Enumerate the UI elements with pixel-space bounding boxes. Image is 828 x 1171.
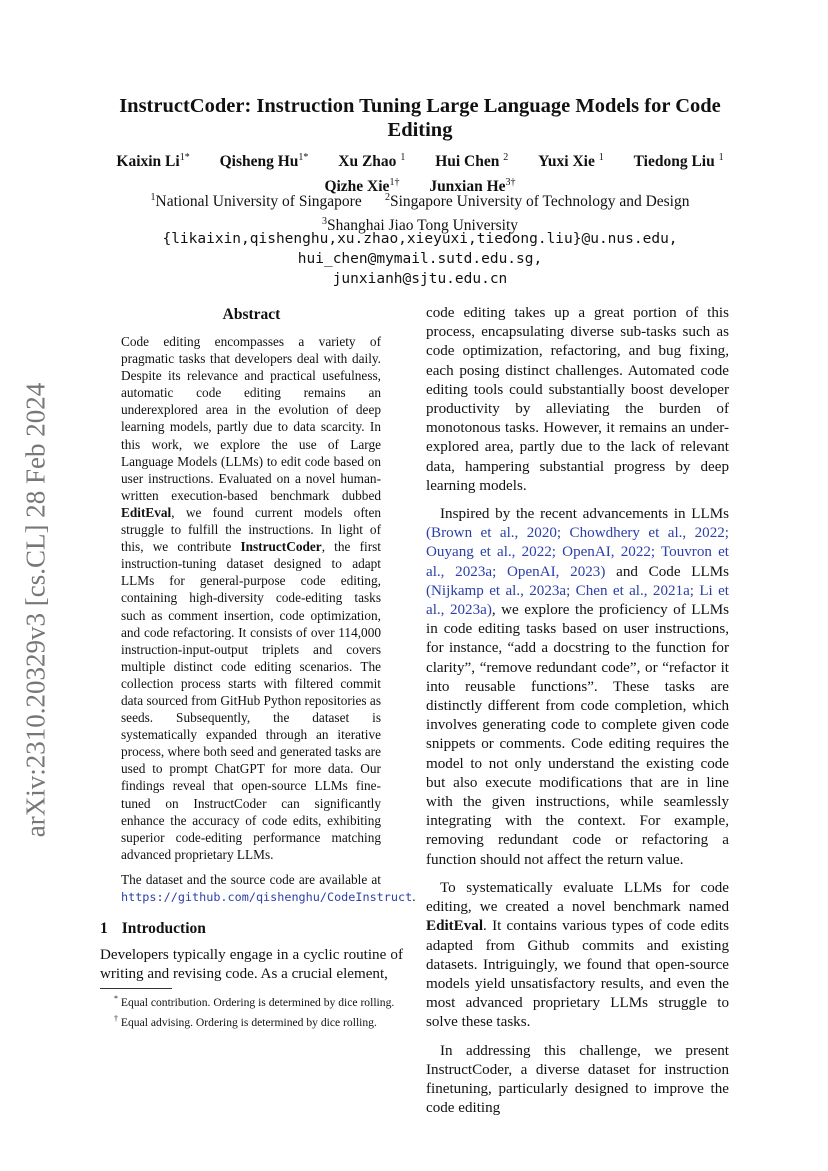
email-line: {likaixin,qishenghu,xu.zhao,xieyuxi,tiedong.liu}@u.nus.edu, (162, 231, 678, 247)
left-column (100, 306, 416, 994)
author-emails (90, 229, 750, 289)
abstract-heading: Abstract (222, 306, 281, 323)
intro-text-right (426, 304, 729, 1118)
author: Yuxi Xie $^1$ (538, 152, 604, 171)
footnote: * Equal contribution. Ordering is determined by dice rolling. (114, 994, 395, 1009)
affiliation: $^1$National University of Singapore (150, 192, 362, 211)
body-paragraph: To systematically evaluate LLMs for code editing, we created a novel benchmark named EditEval. It contains various types of code edits adapted from Github commits and existing datasets. Intriguingly, we found that open-source models yield unsatisfactory results, and even the most advanced proprietary LLMs struggle to solve these tasks. (426, 879, 729, 1031)
footnotes (100, 988, 403, 1032)
abstract-paragraph: Code editing encompasses a variety of pragmatic tasks that developers deal with daily. Despite its relevance and practical usefulness, automatic code editing remains an underexplored area in the evolution of deep learning models, partly due to data scarcity. In this work, we explore the use of Large Language Models (LLMs) to edit code based on user instructions. Evaluated on a novel human-written execution-based benchmark dubbed EditEval, we found current models often struggle to fulfill the instructions. In light of this, we contribute InstructCoder, the first instruction-tuning dataset designed to adapt LLMs for general-purpose code editing, containing high-diversity code-editing tasks such as comment insertion, code optimization, and code refactoring. It consists of over 114,000 instruction-input-output triplets and covers multiple distinct code editing scenarios. The collection process starts with filtered commit data sourced from GitHub Python repositories as seeds. Subsequently, the dataset is systematically expanded through an iterative process, where both seed and generated tasks are used to prompt ChatGPT for more data. Our findings reveal that open-source LLMs fine-tuned on InstructCoder can significantly enhance the accuracy of code edits, exhibiting superior code-editing performance matching advanced proprietary LLMs. (121, 334, 381, 862)
author: Qisheng $Hu^{1*}$ (219, 152, 309, 171)
body-paragraph: In addressing this challenge, we present InstructCoder, a diverse dataset for instruction finetuning, particularly designed to improve the code editing (426, 1042, 729, 1117)
github-link[interactable]: https://github.com/qishenghu/CodeInstruct (121, 890, 413, 904)
author: Tiedong Liu $^1$ (633, 152, 724, 171)
body-paragraph: code editing takes up a great portion of this process, encapsulating diverse sub-tasks such as code optimization, refactoring, and bug fixing, each posing distinct challenges. Automated code editing tools could substantially boost developer productivity by alleviating the burden of monotonous tasks. However, it remains an under-explored area, partly due to the lack of relevant data, hampering substantial progress by deep learning models. (426, 305, 729, 494)
email-line: hui_chen@mymail.sutd.edu.sg, (297, 251, 543, 267)
author: Junxian $He^{3\dagger}$ (429, 177, 516, 196)
author: Qizhe Xie$^{1\dagger}$ (324, 177, 400, 196)
email-line: junxianh@sjtu.edu.cn (332, 271, 508, 287)
arxiv-sidebar-stamp (14, 360, 58, 860)
author: Hui Chen $^2$ (435, 152, 509, 171)
author: Xu Zhao $^1$ (338, 152, 406, 171)
author: Kaixin $Li^{1*}$ (116, 152, 190, 171)
body-paragraph: Inspired by the recent advancements in LLMs (Brown et al., 2020; Chowdhery et al., 2022; Ouyang et al., 2022; OpenAI, 2022; Touvron et al., 2023a; OpenAI, 2023) and Code LLMs (Nijkamp et al., 2023a; Chen et al., 2021a; Li et al., 2023a), we explore the proficiency of LLMs in code editing tasks based on user instructions, for instance, “add a docstring to the function for clarity”, “remove redundant code”, or “refactor it into reusable functions”. These tasks are distinctly different from code completion, which involves generating code to complete given code snippets or comments. Code editing requires the model to not only understand the existing code but also execute modifications that are in line with the given instructions, while seamlessly integrating with the context. For example, removing redundant code or refactoring a function should not affect the return value. (426, 506, 729, 868)
abstract-paragraph: The dataset and the source code are available at https://github.com/qishenghu/CodeInstruct. (121, 871, 416, 904)
footnote: † Equal advising. Ordering is determined by dice rolling. (114, 1013, 377, 1029)
affiliation: $^2$Singapore University of Technology and Design (384, 192, 690, 211)
paper-title: InstructCoder: Instruction Tuning Large Language Models for Code Editing (119, 95, 721, 141)
abstract-body (121, 333, 416, 906)
citation-link[interactable]: (Nijkamp et al., 2023a; Chen et al., 2021a; Li et al., 2023a) (426, 582, 729, 619)
intro-text-left (100, 946, 403, 984)
footnote-rule (100, 988, 172, 989)
affiliation: $^3$Shanghai Jiao Tong University (321, 216, 519, 235)
arxiv-identifier: arXiv:2310.20329v3 [cs.CL] 28 Feb 2024 (20, 382, 51, 838)
right-column (426, 304, 729, 1127)
body-paragraph: Developers typically engage in a cyclic routine of writing and revising code. As a crucial element, (100, 947, 403, 983)
citation-link[interactable]: (Brown et al., 2020; Chowdhery et al., 2022; Ouyang et al., 2022; OpenAI, 2022; Touvron et al., 2023a; OpenAI, 2023) (426, 525, 729, 580)
section-heading: 1 Introduction (100, 920, 206, 938)
